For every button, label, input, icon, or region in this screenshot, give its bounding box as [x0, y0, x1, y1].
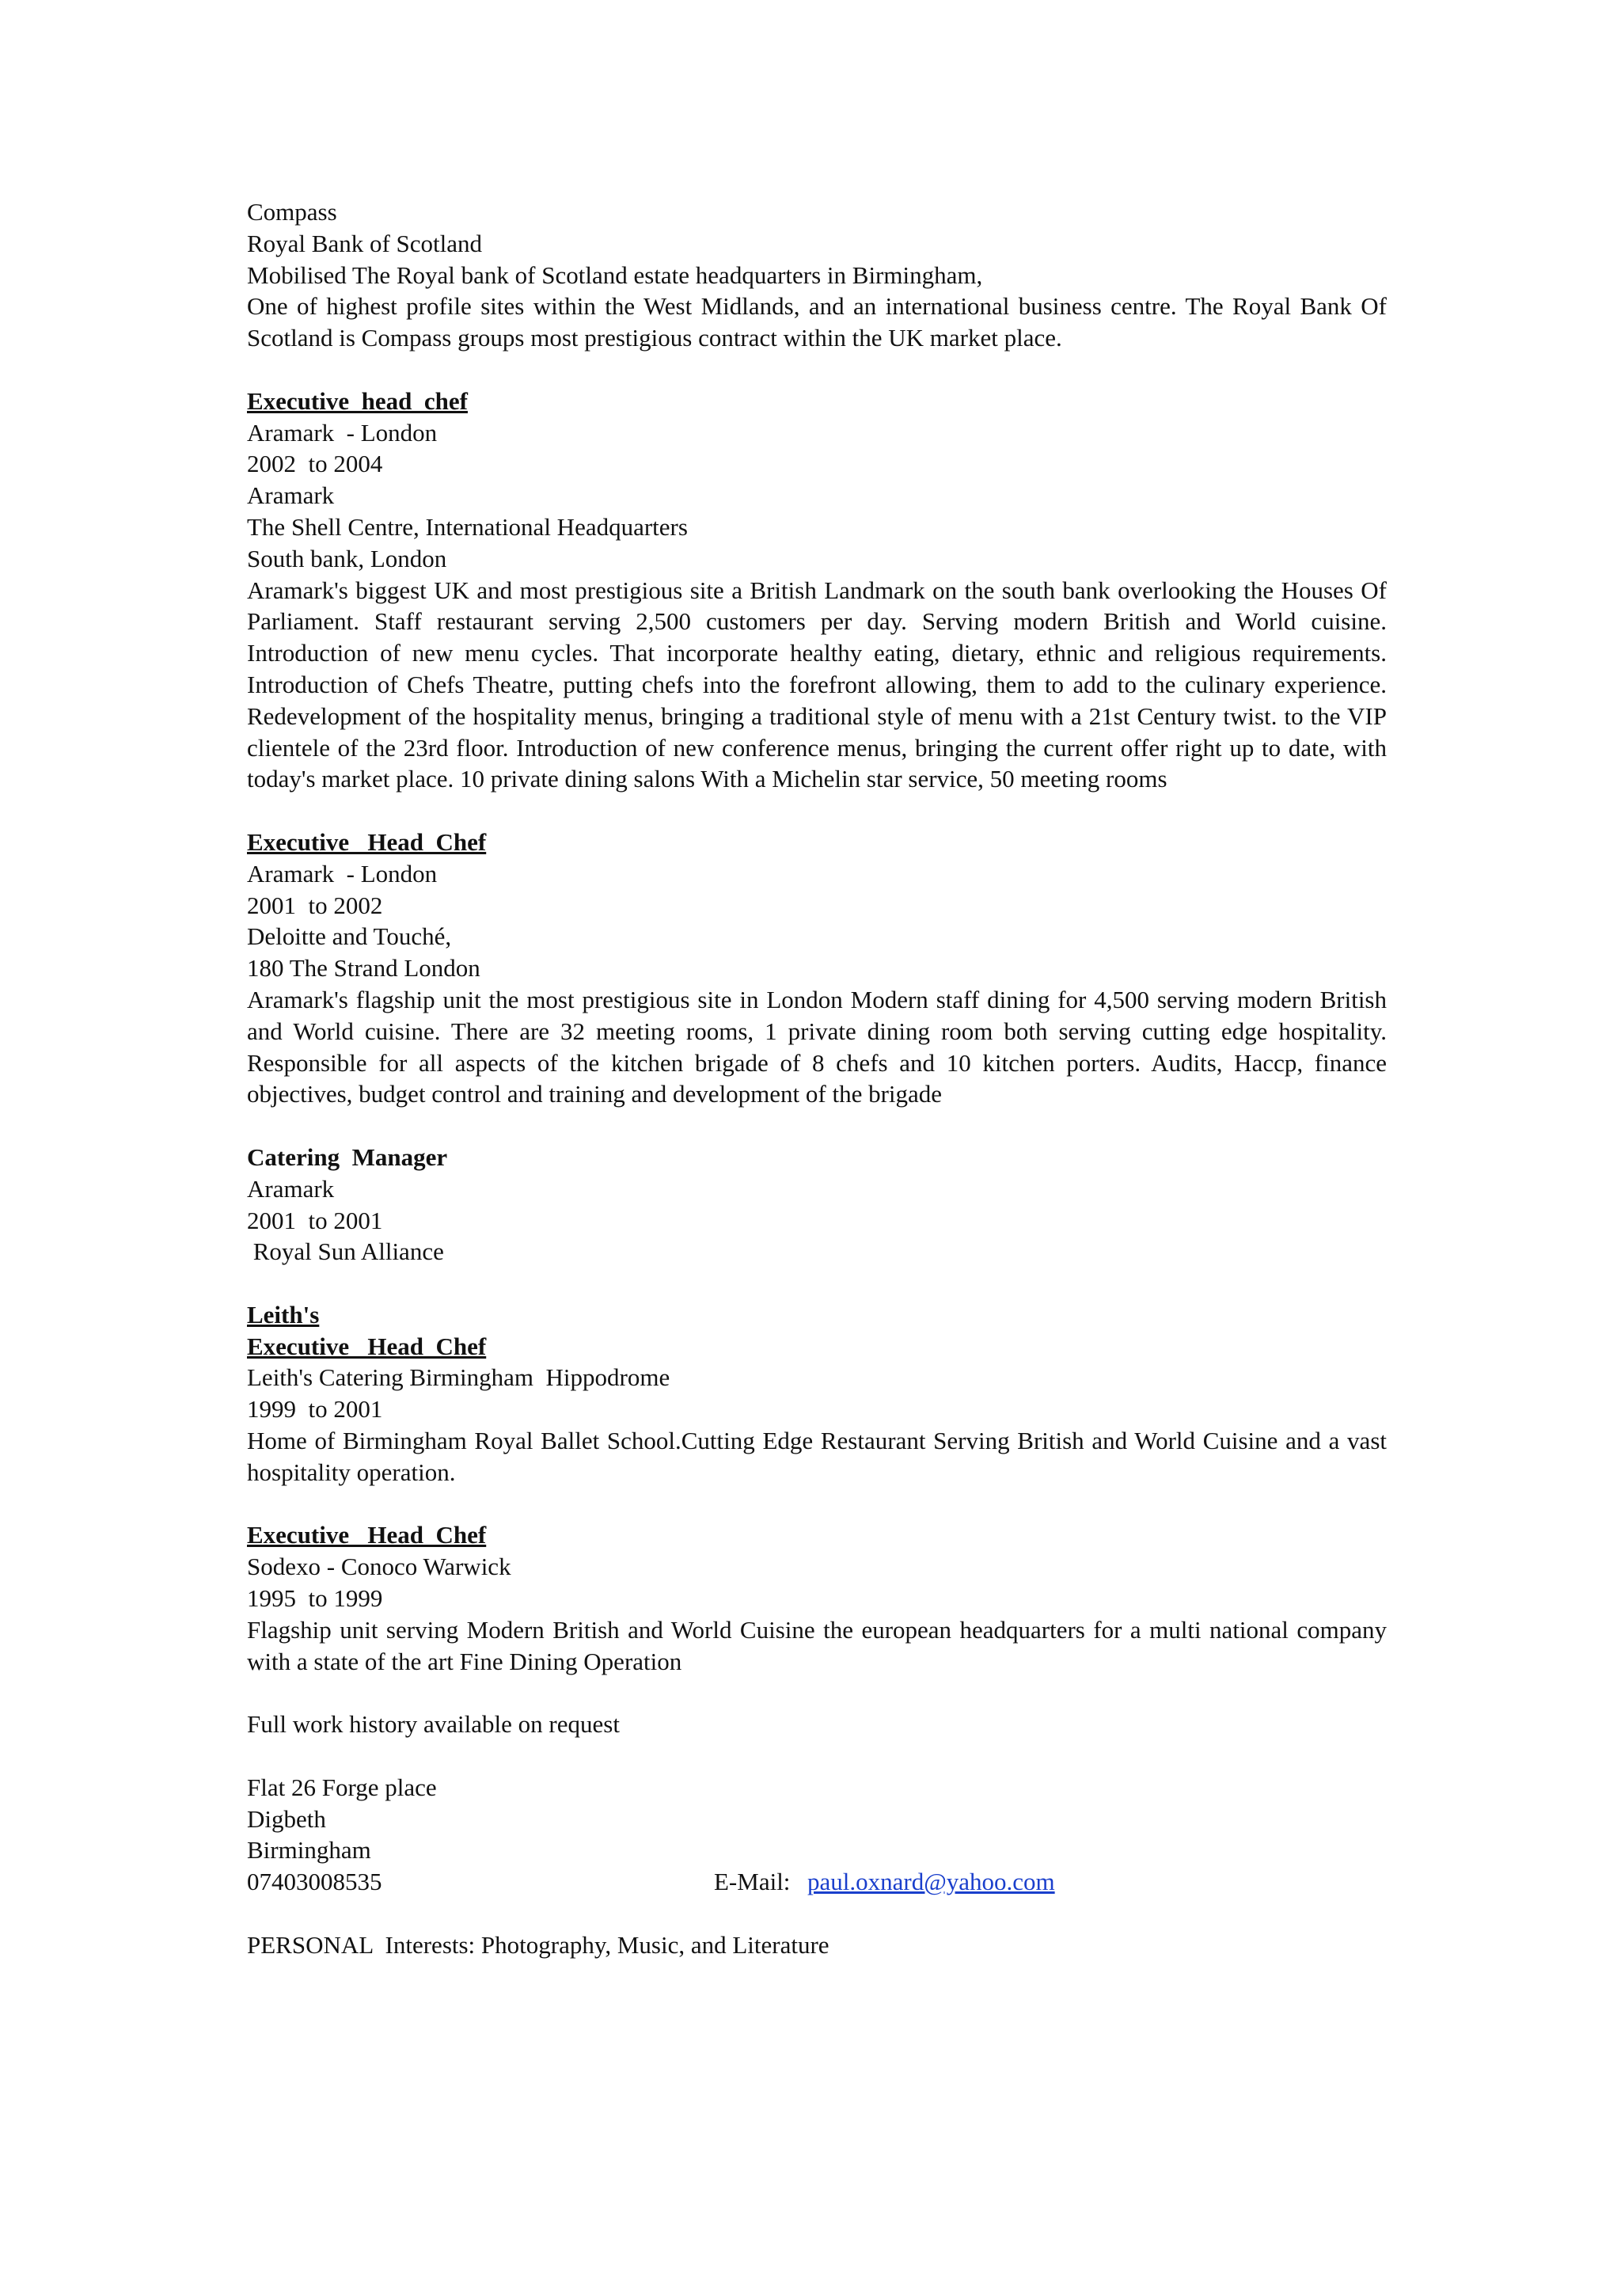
spacer: [247, 1898, 1387, 1929]
job-sodexo: [247, 1519, 1387, 1677]
spacer: [247, 1110, 1387, 1142]
history-note: Full work history available on request: [247, 1710, 620, 1739]
company-heading: Leith's: [247, 1300, 320, 1329]
job-dates: 1999 to 2001: [247, 1395, 383, 1424]
job-employer: Aramark: [247, 1174, 335, 1203]
spacer: [247, 1677, 1387, 1709]
job-description: Aramark's biggest UK and most prestigious site a British Landmark on the south bank overlooking the Houses Of Parliament. Staff restaurant serving 2,500 customers per day. Serving modern British and World cuisine. Introduction of new menu cycles. That incorporate healthy eating, dietary, ethnic and religious requirements. Introduction of Chefs Theatre, putting chefs into the forefront allowing, them to add to the culinary experience. Redevelopment of the hospitality menus, bringing a traditional style of menu with a 21st Century twist. to the VIP clientele of the 23rd floor. Introduction of new conference menus, bringing the current offer right up to date, with today's market place. 10 private dining salons With a Michelin star service, 50 meeting rooms: [247, 576, 1387, 793]
job-title: Executive Head Chef: [247, 1521, 487, 1549]
email-label: E-Mail:: [714, 1868, 791, 1896]
intro-line: Mobilised The Royal bank of Scotland estate headquarters in Birmingham,: [247, 260, 983, 289]
intro-company: Compass: [247, 198, 337, 226]
job-employer: Leith's Catering Birmingham Hippodrome: [247, 1363, 670, 1392]
address-line: Digbeth: [247, 1804, 326, 1833]
job-employer: Aramark - London: [247, 418, 438, 447]
job-dates: 2002 to 2004: [247, 450, 383, 478]
job-employer: Aramark - London: [247, 859, 438, 888]
phone-number: 07403008535: [247, 1868, 382, 1896]
job-title: Executive head chef: [247, 386, 468, 415]
compass-section: [247, 196, 1387, 354]
contact-section: [247, 1772, 1387, 1898]
job-company: Aramark: [247, 481, 335, 510]
address-line: Birmingham: [247, 1836, 371, 1865]
job-employer: Sodexo - Conoco Warwick: [247, 1553, 511, 1581]
personal-interests: PERSONAL Interests: Photography, Music, and Literature: [247, 1930, 829, 1959]
intro-description: One of highest profile sites within the West Midlands, and an international business centre. The Royal Bank Of Scotland is Compass groups most prestigious contract within the UK market place.: [247, 292, 1387, 352]
job-title: Catering Manager: [247, 1142, 448, 1171]
job-dates: 2001 to 2002: [247, 891, 383, 919]
job-company: Deloitte and Touché,: [247, 922, 452, 951]
job-description: Home of Birmingham Royal Ballet School.Cutting Edge Restaurant Serving British and World Cuisine and a vast hospitality operation.: [247, 1427, 1387, 1486]
spacer: [247, 1740, 1387, 1772]
resume-page: [247, 196, 1387, 1961]
spacer: [247, 1268, 1387, 1299]
contact-row: [247, 1866, 1387, 1898]
job-location: 180 The Strand London: [247, 954, 480, 983]
email-link[interactable]: paul.oxnard@yahoo.com: [807, 1868, 1055, 1896]
job-dates: 2001 to 2001: [247, 1206, 383, 1234]
job-leiths: [247, 1299, 1387, 1488]
job-title: Executive Head Chef: [247, 1332, 487, 1360]
spacer: [247, 795, 1387, 827]
job-site: The Shell Centre, International Headquarters: [247, 512, 688, 541]
job-royal-sun-alliance: [247, 1142, 1387, 1268]
job-deloitte: [247, 827, 1387, 1110]
job-title: Executive Head Chef: [247, 827, 487, 856]
job-client: Royal Sun Alliance: [247, 1237, 444, 1266]
address-line: Flat 26 Forge place: [247, 1773, 437, 1801]
job-location: South bank, London: [247, 544, 447, 572]
job-description: Aramark's flagship unit the most prestigious site in London Modern staff dining for 4,500 serving modern British and World cuisine. There are 32 meeting rooms, 1 private dining room both serving cutting edge hospitality. Responsible for all aspects of the kitchen brigade of 8 chefs and 10 kitchen porters. Audits, Haccp, finance objectives, budget control and training and development of the brigade: [247, 985, 1387, 1108]
job-description: Flagship unit serving Modern British and World Cuisine the european headquarters for a multi national company with a state of the art Fine Dining Operation: [247, 1615, 1387, 1675]
spacer: [247, 1488, 1387, 1520]
intro-client: Royal Bank of Scotland: [247, 229, 483, 257]
job-shell-centre: [247, 386, 1387, 795]
spacer: [247, 354, 1387, 386]
job-dates: 1995 to 1999: [247, 1584, 383, 1613]
